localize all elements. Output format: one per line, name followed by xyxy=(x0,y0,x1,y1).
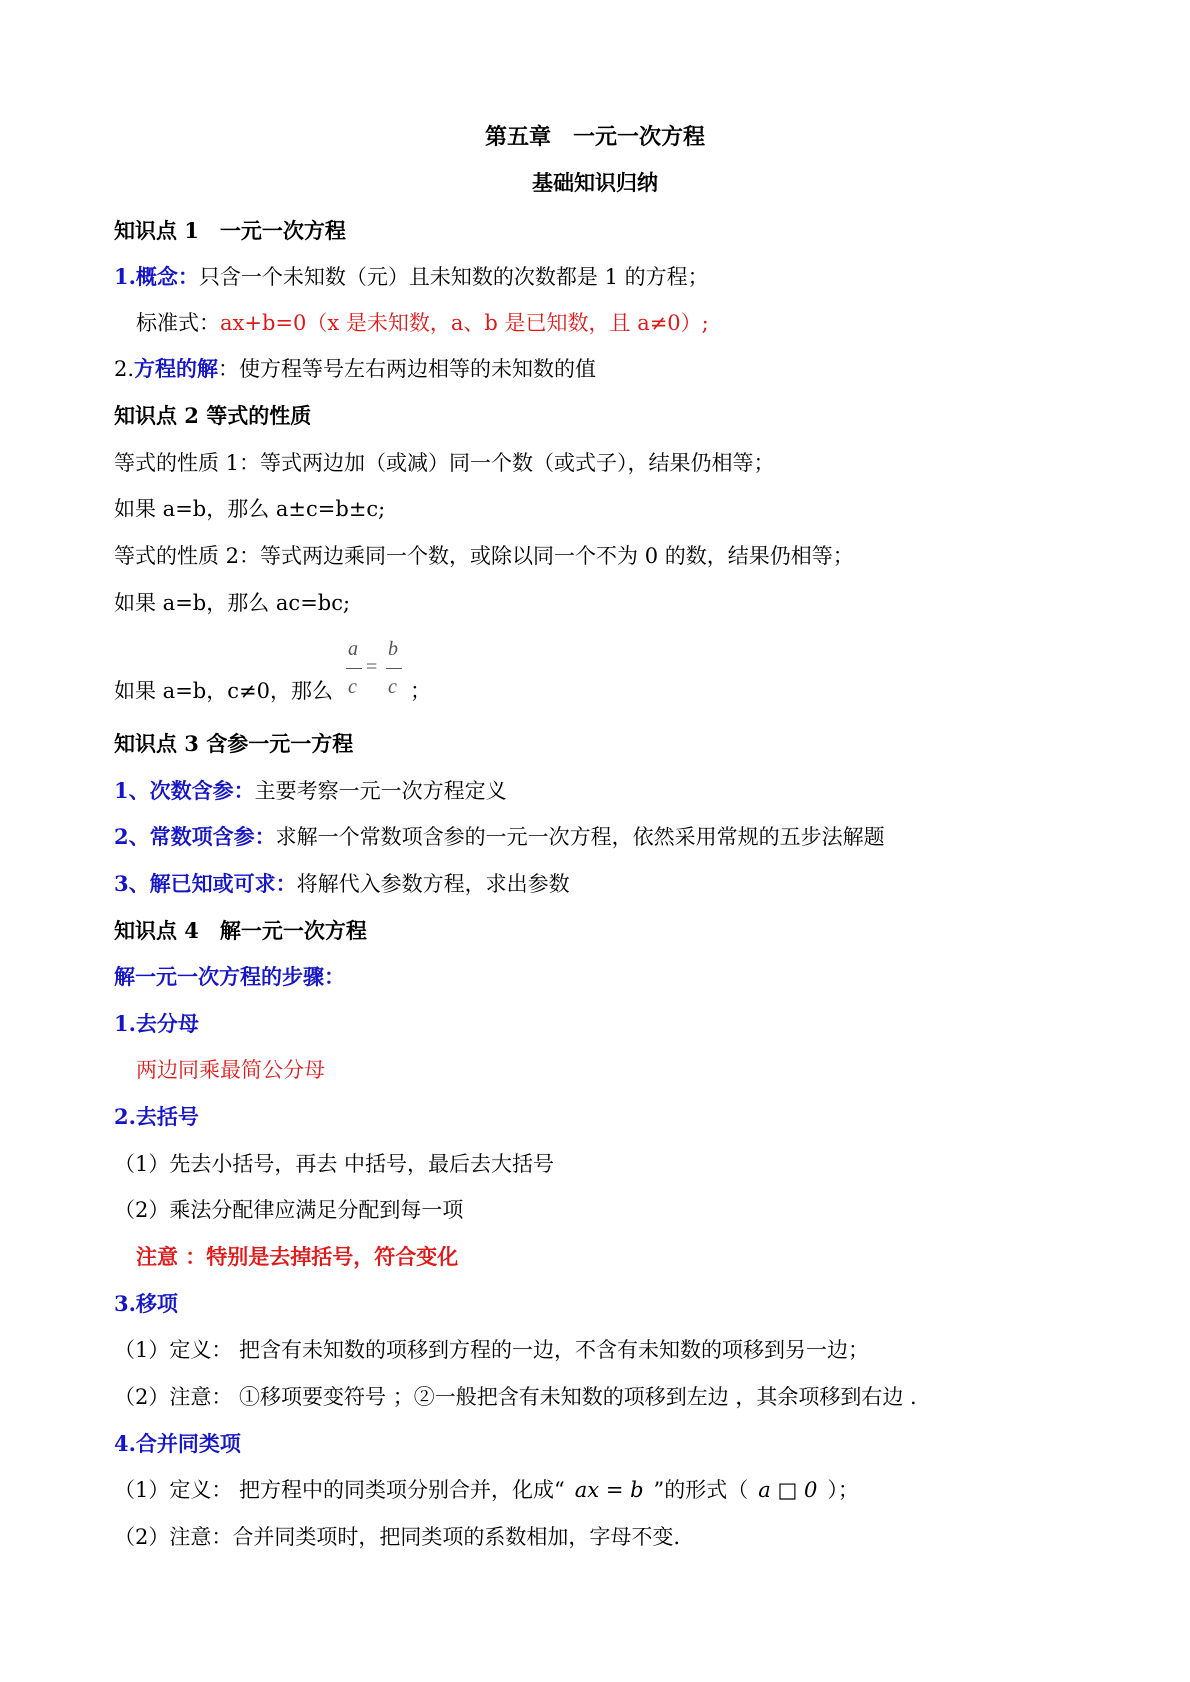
step2-rule-b: （2）乘法分配律应满足分配到每一项 xyxy=(114,1198,464,1222)
kp3-item xyxy=(114,776,507,806)
concept-label: 1.概念： xyxy=(114,264,199,289)
fraction-equation xyxy=(346,638,410,706)
kp1-standard-form xyxy=(136,308,709,338)
property-2-example: 如果 a=b，那么 ac=bc; xyxy=(114,591,351,615)
step2-note: 注意 ：特别是去掉括号，符合变化 xyxy=(136,1244,459,1269)
property-1-example: 如果 a=b，那么 a±c=b±c; xyxy=(114,497,386,521)
step4-definition-suffix: ）； xyxy=(827,1478,859,1502)
kp1-concept xyxy=(114,262,709,292)
step2-title: 2.去括号 xyxy=(114,1104,199,1129)
step4-note: （2）注意：合并同类项时，把同类项的系数相加，字母不变. xyxy=(114,1525,681,1549)
step4-definition-prefix: （1）定义： 把方程中的同类项分别合并，化成“ xyxy=(114,1478,565,1502)
standard-form-text: ax+b=0（x 是未知数，a、b 是已知数，且 a≠0）; xyxy=(220,311,709,335)
steps-title: 解一元一次方程的步骤： xyxy=(114,964,345,989)
fraction-numerator-b: b xyxy=(388,638,398,660)
standard-form-math: ax = b xyxy=(574,1478,644,1502)
step1-title: 1.去分母 xyxy=(114,1011,199,1036)
property-2: 等式的性质 2：等式两边乘同一个数，或除以同一个不为 0 的数，结果仍相等； xyxy=(114,544,854,568)
step2-rule-a: （1）先去小括号，再去 中括号，最后去大括号 xyxy=(114,1152,555,1176)
step3-title: 3.移项 xyxy=(114,1291,178,1316)
fraction-numerator-a: a xyxy=(348,638,358,660)
solution-number: 2. xyxy=(114,357,135,381)
kp4-heading: 知识点 4 解一元一次方程 xyxy=(114,918,367,943)
section-subtitle: 基础知识归纳 xyxy=(532,170,658,195)
property-1: 等式的性质 1：等式两边加（或减）同一个数（或式子），结果仍相等； xyxy=(114,451,775,475)
solution-text: ：使方程等号左右两边相等的未知数的值 xyxy=(218,357,597,381)
kp3-item-text: 主要考察一元一次方程定义 xyxy=(254,779,507,803)
kp3-item xyxy=(114,822,885,852)
division-example-prefix: 如果 a=b，c≠0，那么 xyxy=(114,679,333,703)
coefficient-condition: a □ 0 xyxy=(758,1478,818,1502)
fraction-denominator-c2: c xyxy=(388,676,397,698)
kp3-item-text: 求解一个常数项含参的一元一次方程，依然采用常规的五步法解题 xyxy=(275,825,885,849)
property-2-division-example xyxy=(114,676,333,706)
kp1-solution xyxy=(114,354,596,384)
concept-text: 只含一个未知数（元）且未知数的次数都是 1 的方程； xyxy=(198,265,709,289)
fraction-bar-right xyxy=(386,668,402,669)
step4-title: 4.合并同类项 xyxy=(114,1431,241,1456)
kp3-heading: 知识点 3 含参一元一方程 xyxy=(114,731,354,756)
standard-form-label: 标准式： xyxy=(136,311,220,335)
division-example-suffix: ； xyxy=(410,679,431,703)
kp1-heading: 知识点 1 一元一次方程 xyxy=(114,218,346,243)
kp3-item-label: 3、解已知或可求： xyxy=(114,871,297,896)
kp2-heading: 知识点 2 等式的性质 xyxy=(114,403,312,428)
step1-text: 两边同乘最简公分母 xyxy=(136,1058,325,1082)
step4-definition xyxy=(114,1475,859,1505)
step3-note: （2）注意： ①移项要变符号 ；②一般把含有未知数的项移到左边 ，其余项移到右边 . xyxy=(114,1385,917,1409)
chapter-title: 第五章 一元一次方程 xyxy=(484,124,705,150)
step3-definition: （1）定义： 把含有未知数的项移到方程的一边，不含有未知数的项移到另一边； xyxy=(114,1338,870,1362)
kp3-item-label: 1、次数含参： xyxy=(114,778,255,803)
fraction-bar-left xyxy=(346,668,362,669)
step4-definition-mid: ”的形式（ xyxy=(653,1478,749,1502)
fraction-denominator-c1: c xyxy=(348,676,357,698)
kp3-item xyxy=(114,869,570,899)
fraction-equals: = xyxy=(366,656,378,678)
kp3-item-label: 2、常数项含参： xyxy=(114,824,276,849)
kp3-item-text: 将解代入参数方程，求出参数 xyxy=(296,872,570,896)
solution-label: 方程的解 xyxy=(134,356,219,381)
